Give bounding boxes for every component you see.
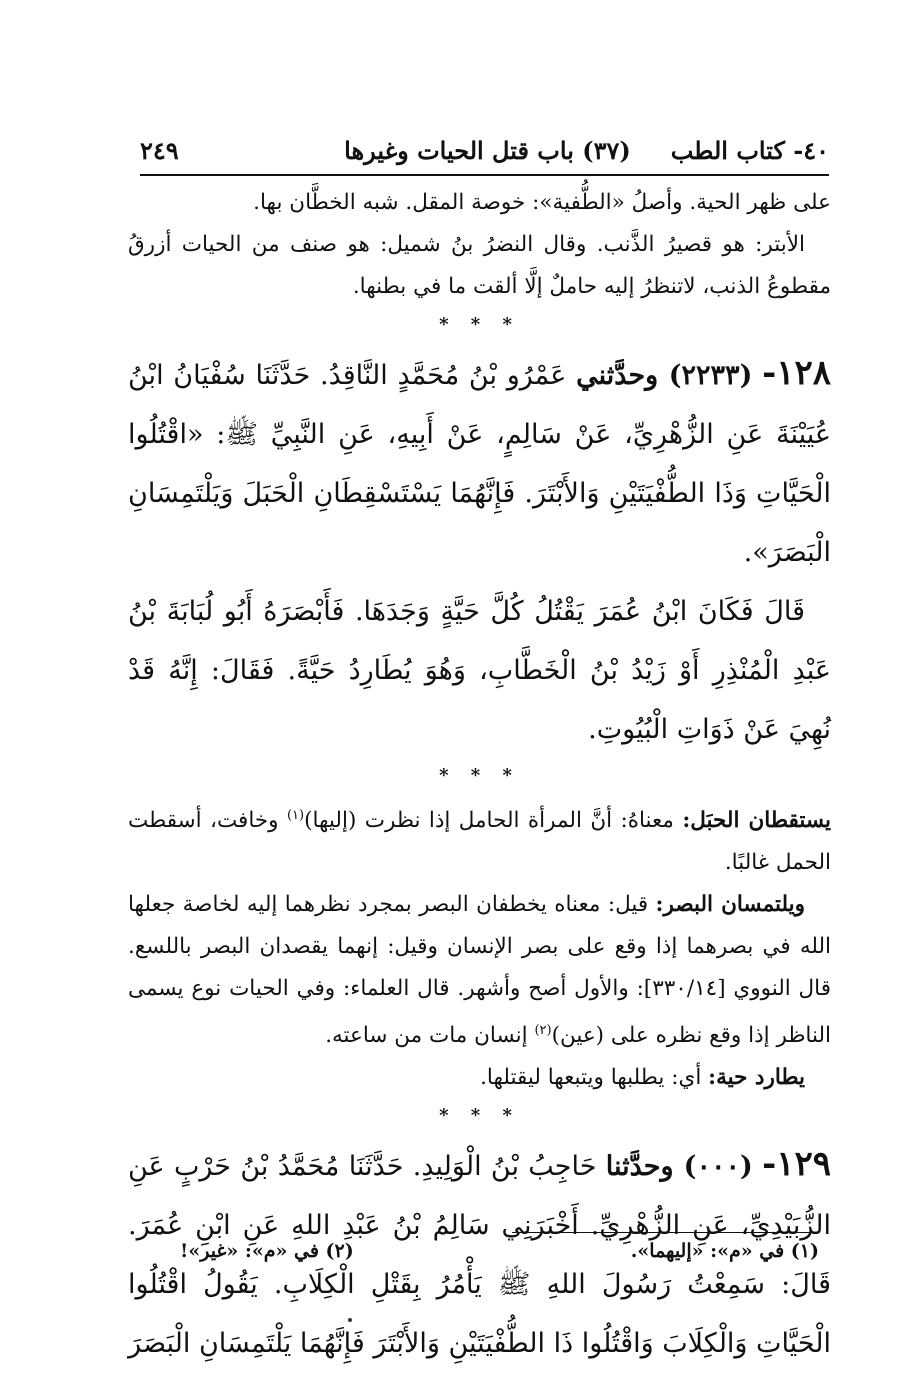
scan-speck <box>348 1318 352 1322</box>
section-separator: * * * <box>439 314 520 335</box>
glossary-term: ويلتمسان البصر: <box>655 892 805 918</box>
intro-line: على ظهر الحية. وأصلُ «الطُّفية»: خوصة المقل. شبه الخطَّان بها. <box>253 190 831 215</box>
footnote: (١) في «م»: «إليهما». <box>630 1240 819 1262</box>
commentary-text: إنسان مات من ساعته. <box>325 1023 528 1049</box>
chapter-title: (٣٧) باب قتل الحيات وغيرها <box>344 135 631 165</box>
hadith-128-continuation: قَالَ فَكَانَ ابْنُ عُمَرَ يَقْتُلُ كُلَّ حَيَّةٍ وَجَدَهَا. فَأَبْصَرَهُ أَبُو لُبَابَةَ بْنُ عَبْدِ الْمُنْذِرِ أَوْ زَيْدُ بْنُ الْخَطَّابِ، وَهُوَ يُطَارِدُ حَيَّةً. فَقَالَ: إِنَّهُ قَدْ نُهِيَ عَنْ ذَوَاتِ الْبُيُوتِ. <box>128 596 831 745</box>
intro-line: الأبتر: هو قصيرُ الذَّنب. وقال النضرُ بنُ شميل: هو صنف من الحيات أزرقُ مقطوعُ الذنب، لاتنظرُ إليه حاملٌ إلَّا ألقت ما في بطنها. <box>128 232 831 299</box>
footnote-ref: (١) <box>286 808 305 823</box>
running-header <box>140 128 829 172</box>
hadith-text: حَاجِبُ بْنُ الْوَلِيدِ. حَدَّثَنَا مُحَمَّدُ بْنُ حَرْبٍ عَنِ الزُّبَيْدِيِّ، عَنِ الزُّهْرِيِّ. أَخْبَرَنِي سَالِمُ بْنُ عَبْدِ اللهِ عَنِ ابْنِ عُمَرَ. قَالَ: سَمِعْتُ رَسُولَ اللهِ ﷺ يَأْمُرُ بِقَتْلِ الْكِلَابِ. يَقُولُ اقْتُلُوا الْحَيَّاتِ وَالْكِلَابَ وَاقْتُلُوا ذَا الطُّفْيَتَيْنِ وَالأَبْتَرَ فَإِنَّهُمَا يَلْتَمِسَانِ الْبَصَرَ <box>128 1151 831 1360</box>
page-number: ٢٤٩ <box>140 135 179 165</box>
commentary-para-3 <box>128 1057 831 1099</box>
header-titles <box>344 136 829 165</box>
hadith-number: ١٢٨- <box>762 353 832 393</box>
section-separator: * * * <box>439 765 520 786</box>
footnote-rule <box>512 1232 819 1233</box>
glossary-term: يطارد حية: <box>708 1065 805 1091</box>
commentary-text: معناهُ: أنَّ المرأة الحامل إذا نظرت (إليها) <box>304 808 674 834</box>
hadith-intro: (٢٢٣٣) وحدَّثني <box>576 360 753 391</box>
commentary-para-1 <box>128 795 831 884</box>
commentary-para-2 <box>128 884 831 1057</box>
hadith-text: عَمْرُو بْنُ مُحَمَّدٍ النَّاقِدُ. حَدَّثَنَا سُفْيَانُ ابْنُ عُيَيْنَةَ عَنِ الزُّهْرِيِّ، عَنْ سَالِمٍ، عَنْ أَبِيهِ، عَنِ النَّبِيِّ ﷺ: «اقْتُلُوا الْحَيَّاتِ وَذَا الطُّفْيَتَيْنِ وَالأَبْتَرَ. فَإِنَّهُمَا يَسْتَسْقِطَانِ الْحَبَلَ وَيَلْتَمِسَانِ الْبَصَرَ». <box>128 360 831 568</box>
footnote-ref: (٢) <box>534 1023 552 1039</box>
section-separator: * * * <box>439 1105 520 1127</box>
footnote: (٢) في «م»: «غير»! <box>180 1240 354 1262</box>
commentary-text: أي: يطلبها ويتبعها ليقتلها. <box>480 1065 702 1091</box>
hadith-intro: (٠٠٠) وحدَّثنا <box>605 1151 753 1183</box>
glossary-term: يستقطان الحبَل: <box>682 808 831 834</box>
book-title: ٤٠- كتاب الطب <box>670 135 829 165</box>
commentary-text: قيل: معناه يخطفان البصر بمجرد نظرهما إليه لخاصة جعلها الله في بصرهما إذا وقع على بصر الإنسان وقيل: إنهما يقصدان البصر باللسع. قال النووي [٣٣٠/١٤]: والأول أصح وأشهر. قال العلماء: وفي الحيات نوع يسمى الناظر إذا وقع نظره على (عين) <box>128 892 831 1049</box>
hadith-128 <box>128 344 831 582</box>
page-body <box>128 182 831 1373</box>
commentary-text: وخافت، أسقطت الحمل غالبًا. <box>128 808 831 876</box>
header-rule <box>140 174 829 176</box>
footnotes <box>180 1236 819 1266</box>
hadith-number: ١٢٩- <box>762 1144 831 1185</box>
